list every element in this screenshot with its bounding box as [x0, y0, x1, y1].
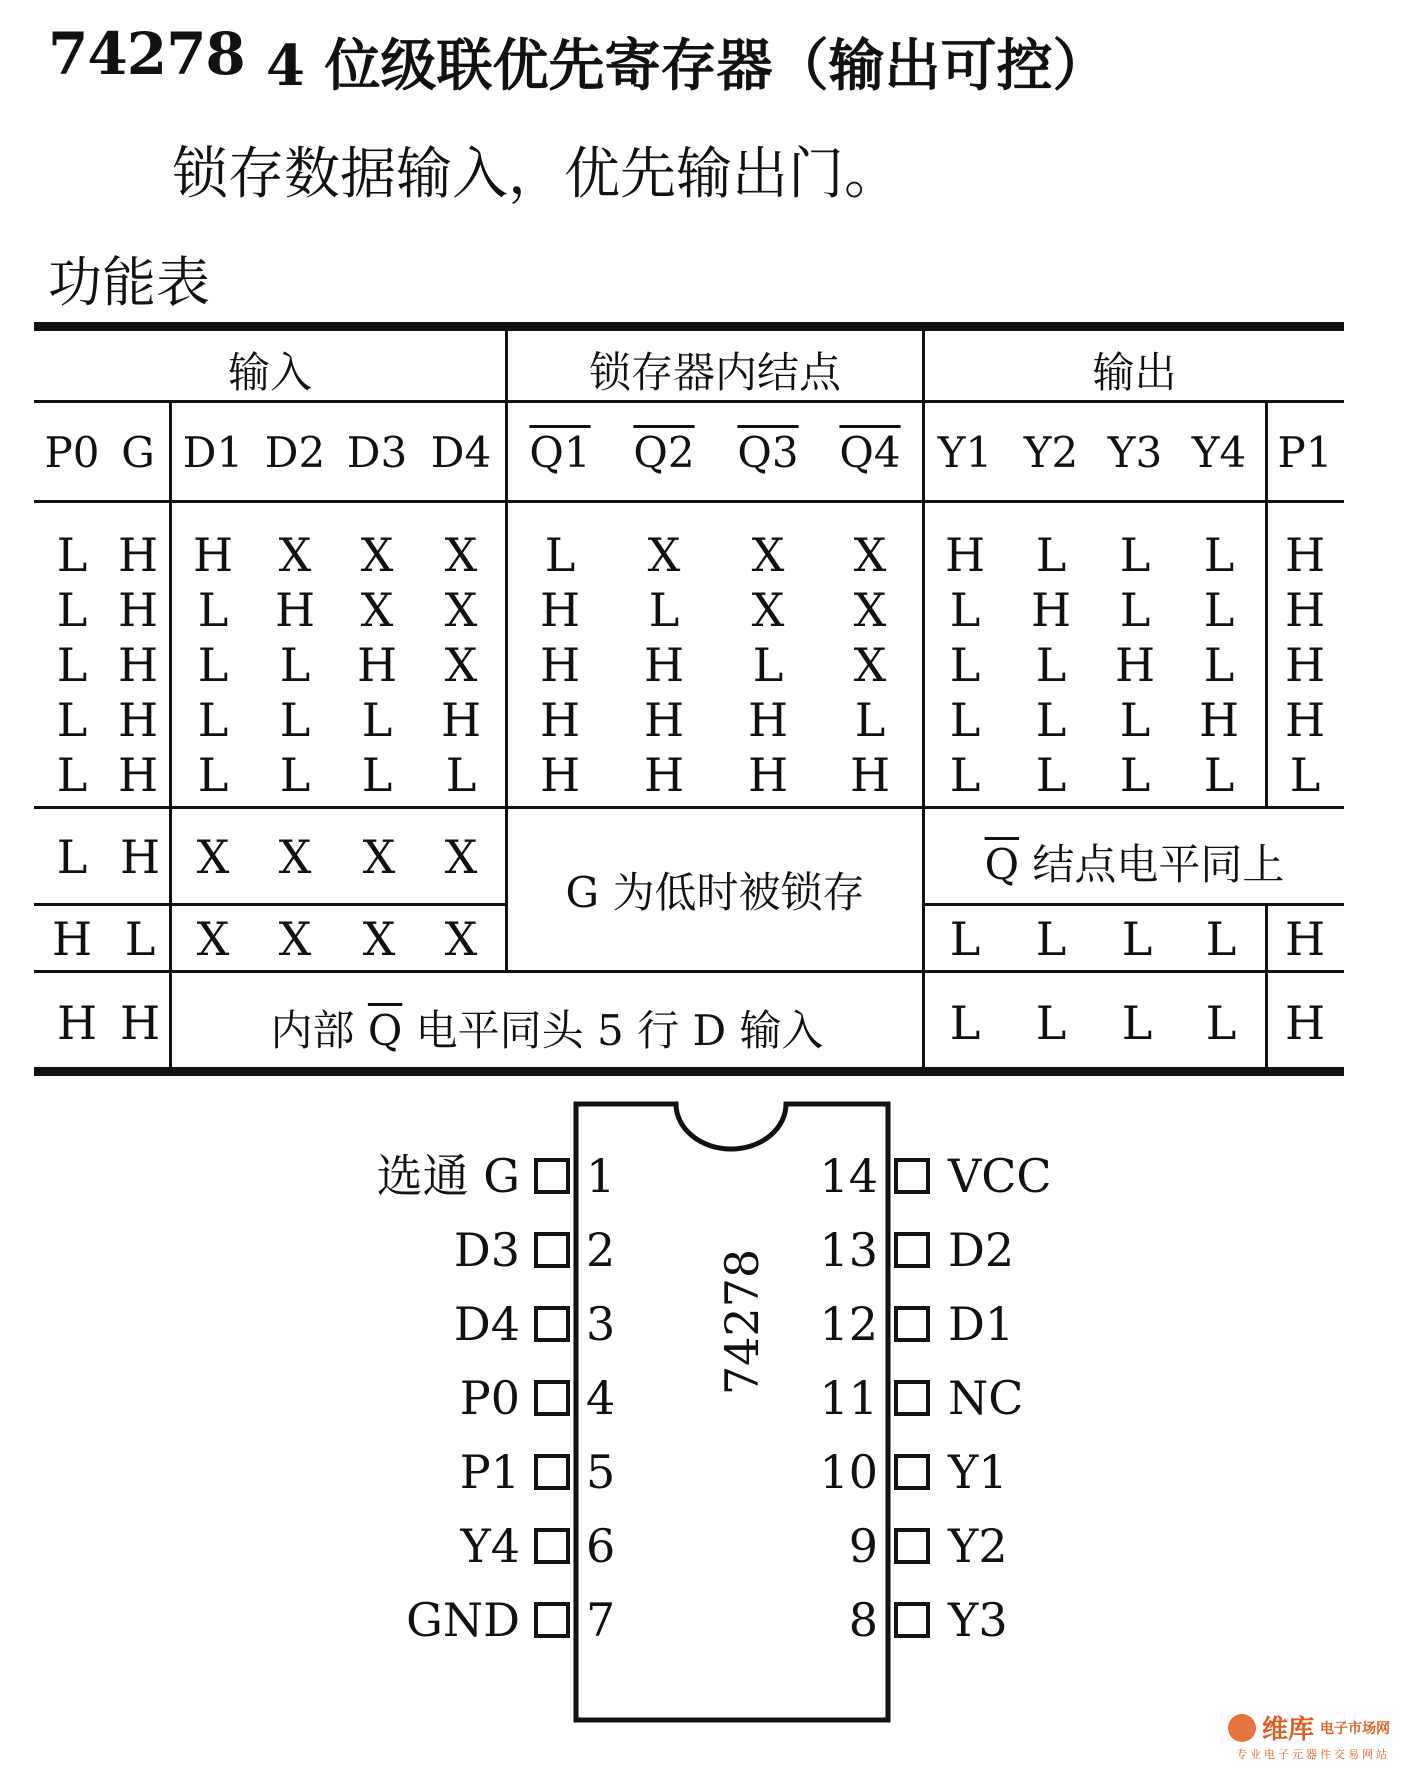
- latched-a-output-note: [925, 832, 1344, 892]
- latched-a-inputs-rule: [34, 903, 506, 906]
- pin-name: Y1: [948, 1445, 1008, 1499]
- latched-b-p1: H: [1284, 912, 1326, 966]
- table-cell: H: [356, 638, 398, 692]
- table-cell: L: [56, 693, 88, 747]
- table-cell: X: [853, 638, 887, 692]
- col-header-g: G: [121, 428, 155, 477]
- col-header-q2: Q2: [633, 428, 695, 477]
- table-top-rule: [34, 322, 1344, 331]
- table-cell: L: [1203, 583, 1235, 637]
- pin-number: 11: [819, 1371, 878, 1425]
- col-header-d2: D2: [264, 428, 326, 477]
- col-header-q1: Q1: [529, 428, 591, 477]
- pin-right-8: [849, 1593, 1008, 1647]
- table-cell: H: [747, 748, 789, 802]
- table-cell: H: [1114, 638, 1156, 692]
- table-cell: L: [1203, 748, 1235, 802]
- col-header-p1: P1: [1277, 428, 1333, 477]
- vline-p1-lower: [1265, 906, 1268, 1067]
- last-row-note-post: 电平同头 5 行 D 输入: [415, 1006, 824, 1055]
- pin-box: [896, 1604, 928, 1636]
- description: 锁存数据输入，优先输出门。: [172, 142, 900, 207]
- pin-box: [896, 1382, 928, 1414]
- pin-name: VCC: [948, 1149, 1052, 1203]
- last-row-y4: L: [1205, 996, 1237, 1050]
- table-cell: X: [360, 528, 394, 582]
- pin-number: 7: [586, 1593, 616, 1647]
- latched-b-y2: L: [1035, 912, 1067, 966]
- table-cell: L: [1119, 748, 1151, 802]
- pin-box: [896, 1308, 928, 1340]
- pin-number: 4: [586, 1371, 616, 1425]
- table-cell: H: [539, 638, 581, 692]
- group-header-rule: [34, 400, 1344, 403]
- col-header-q3: Q3: [737, 428, 799, 477]
- group-header-outputs: 输出: [1092, 348, 1177, 397]
- pin-name: D1: [948, 1297, 1015, 1351]
- last-row-p1: H: [1284, 996, 1326, 1050]
- pin-left-6: [459, 1519, 615, 1573]
- col-header-y1: Y1: [937, 428, 993, 477]
- table-cell: H: [1198, 693, 1240, 747]
- q-bar-symbol: $\overline{Q}$: [984, 840, 1020, 889]
- group-header-inputs: 输入: [227, 348, 312, 397]
- col-header-p0: P0: [44, 428, 100, 477]
- pin-name: Y3: [948, 1593, 1008, 1647]
- table-cell: X: [751, 583, 785, 637]
- latched-a-d4: X: [444, 830, 478, 884]
- pin-number: 3: [586, 1297, 616, 1351]
- pin-box: [536, 1530, 568, 1562]
- pin-name: Y4: [460, 1519, 520, 1573]
- table-cell: L: [56, 583, 88, 637]
- pin-number: 10: [819, 1445, 878, 1499]
- table-cell: H: [944, 528, 986, 582]
- watermark-brand: 维库: [1261, 1715, 1314, 1745]
- pin-number: 8: [848, 1593, 878, 1647]
- pin-right-11: [819, 1371, 1023, 1425]
- latched-b-y1: L: [949, 912, 981, 966]
- table-cell: L: [949, 748, 981, 802]
- table-cell: H: [849, 748, 891, 802]
- pin-name: Y2: [948, 1519, 1008, 1573]
- pin-box: [536, 1234, 568, 1266]
- table-cell: H: [643, 638, 685, 692]
- pin-name: D4: [453, 1297, 520, 1351]
- part-number: 74278: [48, 20, 245, 88]
- table-cell: H: [747, 693, 789, 747]
- latched-b-d2: X: [278, 912, 312, 966]
- table-cell: X: [444, 638, 478, 692]
- vline-p1: [1265, 403, 1268, 806]
- pin-right-12: [819, 1297, 1014, 1351]
- table-cell: L: [648, 583, 680, 637]
- table-cell: L: [279, 748, 311, 802]
- latched-b-rule: [34, 970, 1344, 973]
- last-row-y3: L: [1121, 996, 1153, 1050]
- pin-box: [896, 1530, 928, 1562]
- pin-box: [896, 1160, 928, 1192]
- table-cell: L: [544, 528, 576, 582]
- document-title: 4 位级联优先寄存器（输出可控）: [266, 33, 1109, 99]
- table-cell: H: [539, 583, 581, 637]
- latched-b-y3: L: [1121, 912, 1153, 966]
- table-cell: X: [360, 583, 394, 637]
- pin-right-13: [819, 1223, 1014, 1277]
- table-cell: H: [440, 693, 482, 747]
- pin-box: [896, 1234, 928, 1266]
- watermark: [1228, 1709, 1390, 1762]
- pin-box: [536, 1604, 568, 1636]
- col-header-d1: D1: [182, 428, 244, 477]
- table-cell: H: [643, 693, 685, 747]
- table-cell: H: [117, 748, 159, 802]
- pin-right-9: [849, 1519, 1008, 1573]
- table-cell: H: [1284, 583, 1326, 637]
- col-header-y3: Y3: [1107, 428, 1163, 477]
- table-cell: L: [56, 638, 88, 692]
- table-cell: L: [1203, 528, 1235, 582]
- pin-number: 2: [586, 1223, 616, 1277]
- latched-a-d3: X: [362, 830, 396, 884]
- pin-box: [536, 1456, 568, 1488]
- pin-name: D2: [948, 1223, 1015, 1277]
- pin-number: 12: [819, 1297, 878, 1351]
- col-header-y2: Y2: [1023, 428, 1079, 477]
- latched-a-g: H: [119, 830, 161, 884]
- table-cell: L: [56, 748, 88, 802]
- watermark-brand-sub: 电子市场网: [1320, 1720, 1390, 1737]
- pin-box: [536, 1382, 568, 1414]
- latch-merged-note: G 为低时被锁存: [565, 868, 865, 917]
- last-row-g: H: [119, 996, 161, 1050]
- pin-number: 5: [586, 1445, 616, 1499]
- col-header-d4: D4: [430, 428, 492, 477]
- pin-number: 6: [586, 1519, 616, 1573]
- table-cell: H: [539, 693, 581, 747]
- table-cell: L: [197, 693, 229, 747]
- watermark-tagline: 专业电子元器件交易网站: [1236, 1748, 1390, 1761]
- latched-b-d4: X: [444, 912, 478, 966]
- table-cell: L: [949, 693, 981, 747]
- table-cell: L: [279, 693, 311, 747]
- watermark-logo-icon: [1228, 1714, 1256, 1742]
- col-header-d3: D3: [346, 428, 408, 477]
- table-cell: L: [1119, 583, 1151, 637]
- table-cell: L: [56, 528, 88, 582]
- pin-number: 1: [586, 1149, 616, 1203]
- table-cell: L: [1035, 748, 1067, 802]
- data-rows-rule: [34, 806, 1344, 809]
- table-bottom-rule: [34, 1067, 1344, 1076]
- table-cell: H: [1030, 583, 1072, 637]
- chip-pinout-diagram: [0, 1090, 1404, 1740]
- table-cell: L: [197, 638, 229, 692]
- table-cell: L: [752, 638, 784, 692]
- latched-a-d1: X: [196, 830, 230, 884]
- col-header-y4: Y4: [1191, 428, 1247, 477]
- vline-inputs-d: [169, 403, 172, 1067]
- pin-box: [536, 1160, 568, 1192]
- latched-a-outputs-rule: [924, 903, 1344, 906]
- pin-left-4: [460, 1371, 616, 1425]
- group-header-latch-nodes: 锁存器内结点: [588, 348, 841, 397]
- pin-name: D3: [453, 1223, 520, 1277]
- table-cell: L: [279, 638, 311, 692]
- pin-name: NC: [948, 1371, 1024, 1425]
- last-row-note-pre: 内部: [270, 1006, 355, 1055]
- table-heading: 功能表: [48, 251, 210, 314]
- table-cell: L: [1035, 693, 1067, 747]
- q-bar-symbol: $\overline{Q}$: [367, 1006, 403, 1055]
- pin-left-2: [454, 1223, 615, 1277]
- table-cell: H: [643, 748, 685, 802]
- latched-b-d1: X: [196, 912, 230, 966]
- pin-left-3: [454, 1297, 615, 1351]
- output-note-text: 结点电平同上: [1032, 840, 1285, 889]
- chip-label: 74278: [715, 1248, 769, 1396]
- latched-b-p0: H: [51, 912, 93, 966]
- table-cell: X: [444, 583, 478, 637]
- pin-name: P0: [459, 1371, 520, 1425]
- table-cell: L: [854, 693, 886, 747]
- pin-number: 14: [819, 1149, 878, 1203]
- table-cell: L: [445, 748, 477, 802]
- table-cell: H: [1284, 638, 1326, 692]
- last-row-y1: L: [949, 996, 981, 1050]
- table-cell: L: [1035, 638, 1067, 692]
- col-header-q4: Q4: [839, 428, 901, 477]
- latched-b-y4: L: [1205, 912, 1237, 966]
- table-cell: H: [117, 693, 159, 747]
- table-cell: X: [853, 583, 887, 637]
- table-cell: L: [1119, 693, 1151, 747]
- table-cell: L: [361, 748, 393, 802]
- last-row-y2: L: [1035, 996, 1067, 1050]
- last-row-p0: H: [56, 996, 98, 1050]
- pin-name: P1: [459, 1445, 520, 1499]
- pin-box: [536, 1308, 568, 1340]
- table-cell: H: [539, 748, 581, 802]
- table-cell: H: [117, 528, 159, 582]
- table-cell: H: [1284, 528, 1326, 582]
- table-cell: L: [1289, 748, 1321, 802]
- table-cell: X: [751, 528, 785, 582]
- latched-a-p0: L: [56, 830, 88, 884]
- pin-left-5: [460, 1445, 616, 1499]
- table-cell: H: [117, 583, 159, 637]
- table-cell: L: [949, 638, 981, 692]
- table-cell: X: [853, 528, 887, 582]
- pin-number: 9: [848, 1519, 878, 1573]
- table-cell: X: [444, 528, 478, 582]
- pin-box: [896, 1456, 928, 1488]
- table-cell: L: [197, 583, 229, 637]
- table-cell: L: [197, 748, 229, 802]
- table-cell: L: [949, 583, 981, 637]
- latched-a-d2: X: [278, 830, 312, 884]
- pin-right-14: [819, 1149, 1051, 1203]
- table-cell: L: [1119, 528, 1151, 582]
- vline-latch-right: [922, 331, 925, 1067]
- table-cell: X: [647, 528, 681, 582]
- pin-number: 13: [819, 1223, 878, 1277]
- column-header-rule: [34, 500, 1344, 503]
- table-cell: H: [274, 583, 316, 637]
- table-cell: L: [1035, 528, 1067, 582]
- latched-b-d3: X: [362, 912, 396, 966]
- pin-right-10: [819, 1445, 1007, 1499]
- pin-name: GND: [406, 1593, 520, 1647]
- latched-b-g: L: [124, 912, 156, 966]
- last-row-note: [172, 998, 922, 1058]
- table-cell: H: [192, 528, 234, 582]
- table-cell: H: [117, 638, 159, 692]
- table-cell: H: [1284, 693, 1326, 747]
- pin-name: 选通 G: [376, 1149, 520, 1203]
- table-cell: X: [278, 528, 312, 582]
- table-cell: L: [361, 693, 393, 747]
- table-cell: L: [1203, 638, 1235, 692]
